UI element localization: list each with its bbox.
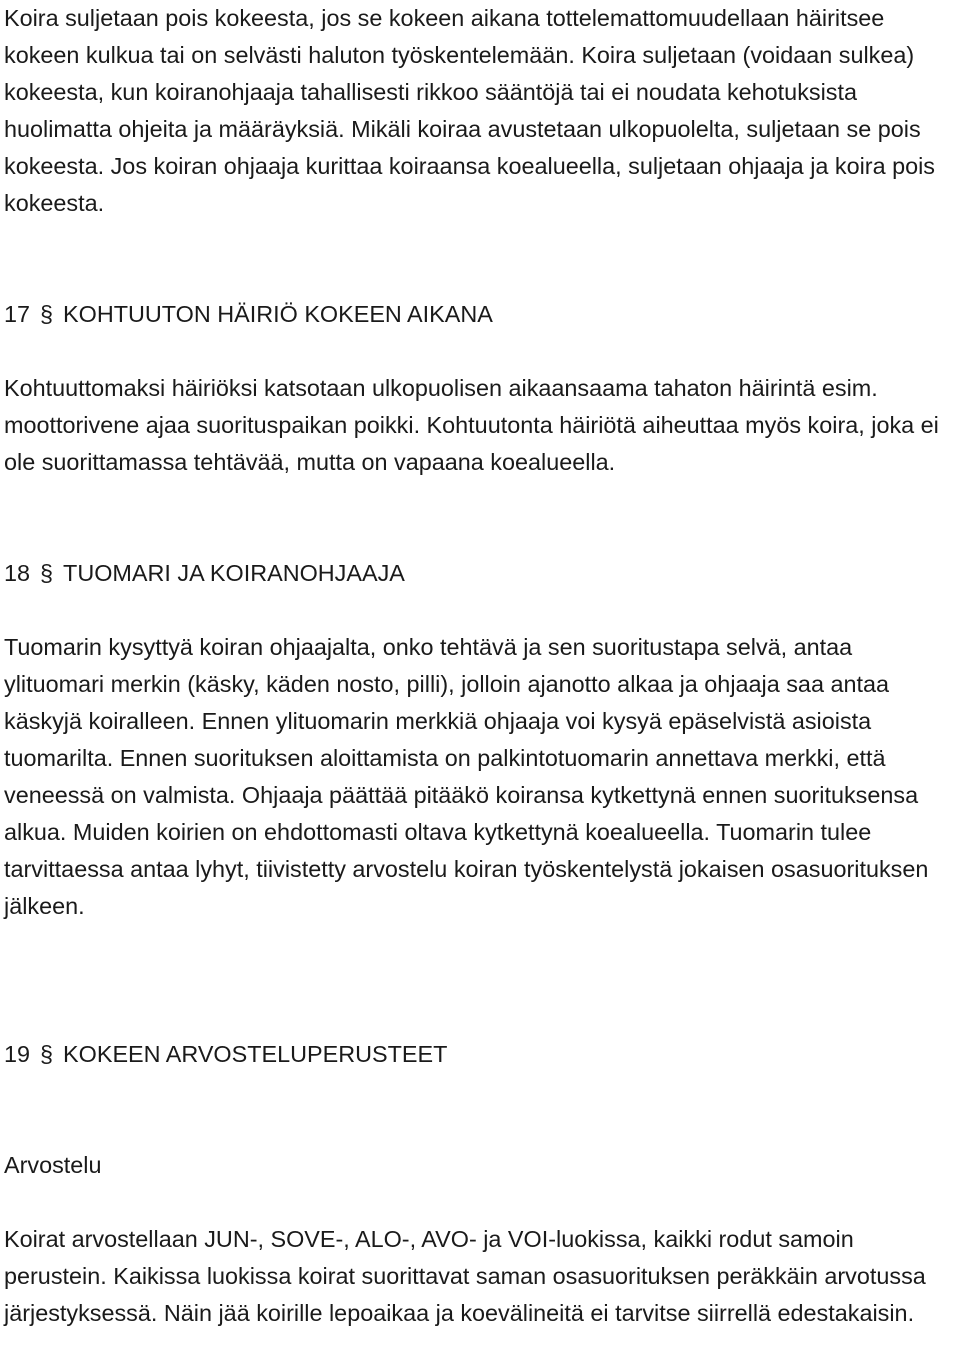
section-17-body: Kohtuuttomaksi häiriöksi katsotaan ulkopuolisen aikaansaama tahaton häirintä esim. moottorivene ajaa suorituspaikan poikki. Kohtuutonta häiriötä aiheuttaa myös koira, joka ei ole suorittamassa tehtävää, mutta on vapaana koealueella.	[4, 375, 939, 475]
section-19-subheading: Arvostelu	[4, 1152, 102, 1178]
section-symbol: §	[40, 560, 54, 586]
spacer	[4, 481, 956, 555]
section-title: KOKEEN ARVOSTELUPERUSTEET	[63, 1041, 448, 1067]
section-19-body: Koirat arvostellaan JUN-, SOVE-, ALO-, AVO- ja VOI-luokissa, kaikki rodut samoin perustein. Kaikissa luokissa koirat suorittavat saman osasuorituksen peräkkäin arvotussa järjestyksessä. Näin jää koirille lepoaikaa ja koevälineitä ei tarvitse siirrellä edestakaisin.	[4, 1226, 926, 1326]
section-title: KOHTUUTON HÄIRIÖ KOKEEN AIKANA	[63, 301, 493, 327]
section-number: 18	[4, 560, 31, 586]
section-17-heading	[4, 296, 956, 333]
spacer	[4, 1184, 956, 1221]
section-title: TUOMARI JA KOIRANOHJAAJA	[63, 560, 405, 586]
spacer	[4, 222, 956, 296]
document-page	[4, 0, 956, 1332]
section-symbol: §	[40, 301, 54, 327]
section-18-heading	[4, 555, 956, 592]
spacer	[4, 925, 956, 1036]
spacer	[4, 333, 956, 370]
section-19-heading	[4, 1036, 956, 1073]
section-18-body: Tuomarin kysyttyä koiran ohjaajalta, onko tehtävä ja sen suoritustapa selvä, antaa ylituomari merkin (käsky, käden nosto, pilli), jolloin ajanotto alkaa ja ohjaaja saa antaa käskyjä koiralleen. Ennen ylituomarin merkkiä ohjaaja voi kysyä epäselvistä asioista tuomarilta. Ennen suorituksen aloittamista on palkintotuomarin annettava merkki, että veneessä on valmista. Ohjaaja päättää pitääkö koiransa kytkettynä ennen suorituksensa alkua. Muiden koirien on ehdottomasti oltava kytkettynä koealueella. Tuomarin tulee tarvittaessa antaa lyhyt, tiivistetty arvostelu koiran työskentelystä jokaisen osasuorituksen jälkeen.	[4, 634, 929, 919]
section-number: 17	[4, 301, 31, 327]
spacer	[4, 1073, 956, 1147]
section-symbol: §	[40, 1041, 54, 1067]
spacer	[4, 592, 956, 629]
section-number: 19	[4, 1041, 31, 1067]
intro-paragraph: Koira suljetaan pois kokeesta, jos se kokeen aikana tottelemattomuudellaan häiritsee kokeen kulkua tai on selvästi haluton työskentelemään. Koira suljetaan (voidaan sulkea) kokeesta, kun koiranohjaaja tahallisesti rikkoo sääntöjä tai ei noudata kehotuksista huolimatta ohjeita ja määräyksiä. Mikäli koiraa avustetaan ulkopuolelta, suljetaan se pois kokeesta. Jos koiran ohjaaja kurittaa koiraansa koealueella, suljetaan ohjaaja ja koira pois kokeesta.	[4, 5, 935, 216]
